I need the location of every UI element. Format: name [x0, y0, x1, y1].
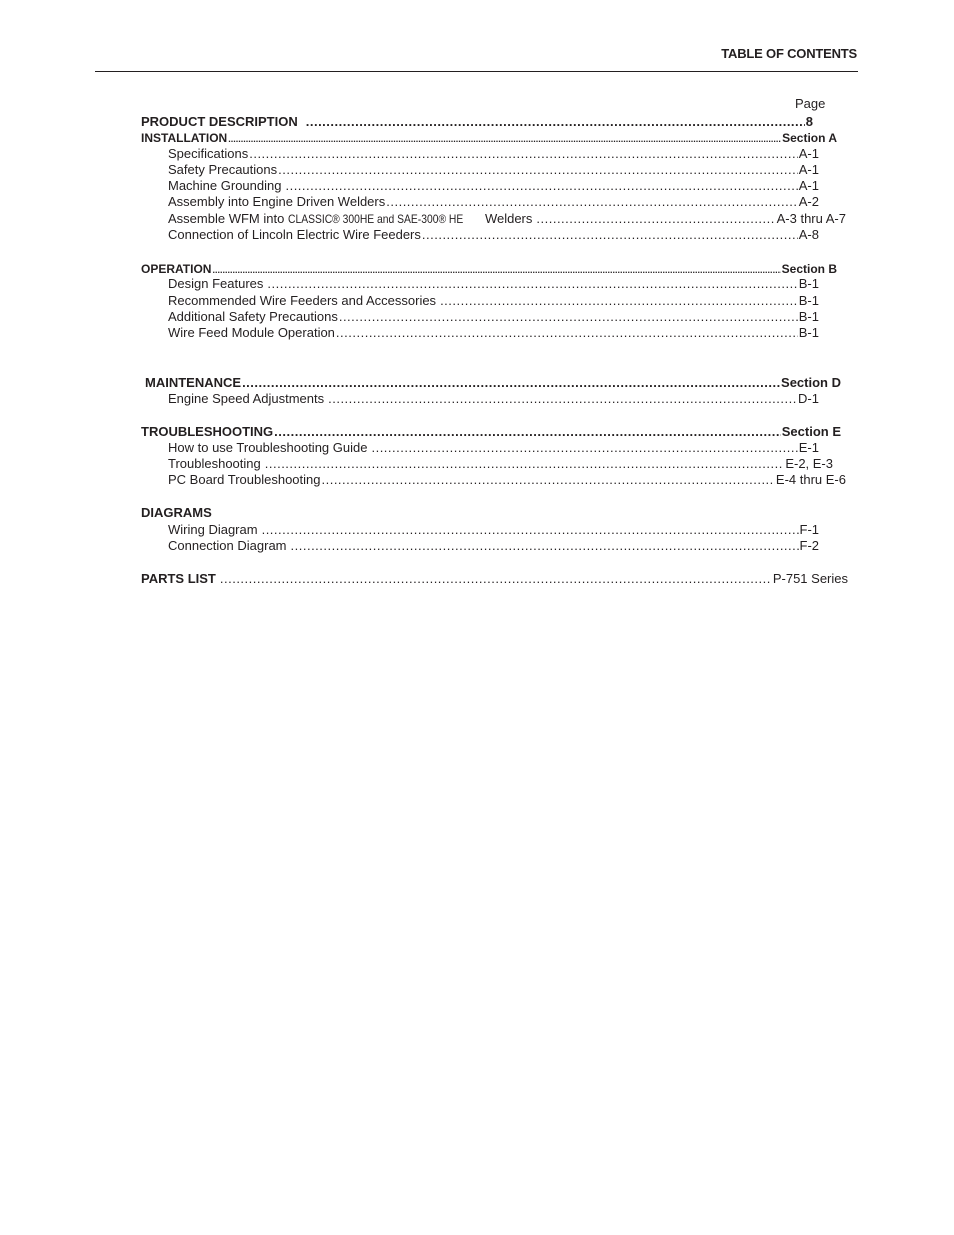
- toc-page: Section D: [781, 375, 841, 390]
- toc-entry-connection-diagram[interactable]: [168, 538, 819, 554]
- toc-label: TROUBLESHOOTING: [141, 424, 274, 439]
- toc-label: Wire Feed Module Operation: [168, 325, 335, 340]
- toc-label: MAINTENANCE: [145, 375, 242, 390]
- toc-label-part: Assemble WFM into: [168, 211, 288, 226]
- dot-leader: [291, 538, 799, 554]
- toc-label: Troubleshooting: [168, 456, 261, 471]
- toc-label: Additional Safety Precautions: [168, 309, 338, 324]
- toc-label: Connection of Lincoln Electric Wire Feeders: [168, 227, 421, 242]
- dot-leader: [249, 146, 798, 162]
- toc-entry-assemble-wfm[interactable]: [168, 211, 846, 227]
- toc-section-troubleshooting[interactable]: [141, 424, 841, 440]
- toc-entry-recommended-wire-feeders[interactable]: [168, 293, 819, 309]
- dot-leader: [220, 571, 772, 587]
- toc-label: Wiring Diagram: [168, 522, 258, 537]
- toc-section-maintenance[interactable]: [145, 375, 841, 391]
- dot-leader: [371, 440, 797, 456]
- toc-label-part: Welders: [477, 211, 533, 226]
- toc-label: Engine Speed Adjustments: [168, 391, 325, 406]
- dot-leader: [536, 211, 775, 227]
- toc-section-product-description[interactable]: [141, 114, 813, 130]
- toc-page: A-3 thru A-7: [776, 211, 846, 226]
- dot-leader: [440, 293, 798, 309]
- toc-page: D-1: [798, 391, 819, 406]
- toc-page: Section E: [781, 424, 841, 439]
- toc-page: B-1: [798, 309, 819, 324]
- dot-leader: [278, 162, 798, 178]
- toc-entry-connection-wire-feeders[interactable]: [168, 227, 819, 243]
- toc-page: Section B: [781, 262, 837, 276]
- toc-entry-engine-speed-adjustments[interactable]: [168, 391, 819, 407]
- toc-page: Section A: [782, 131, 837, 145]
- dot-leader: [328, 391, 797, 407]
- dot-leader: [274, 424, 781, 440]
- toc-page: E-1: [798, 440, 819, 455]
- dot-leader: [336, 325, 798, 341]
- toc-entry-machine-grounding[interactable]: [168, 178, 819, 194]
- dot-leader: [265, 456, 785, 472]
- toc-entry-pc-board-troubleshooting[interactable]: [168, 472, 846, 488]
- dot-leader: [267, 276, 797, 292]
- toc-page: A-1: [798, 146, 819, 161]
- toc-entry-safety-precautions[interactable]: [168, 162, 819, 178]
- toc-label: Safety Precautions: [168, 162, 278, 177]
- toc-label: INSTALLATION: [141, 131, 228, 145]
- header-rule: [95, 71, 858, 72]
- toc-entry-wiring-diagram[interactable]: [168, 522, 819, 538]
- toc-page: B-1: [798, 276, 819, 291]
- toc-page: A-1: [798, 178, 819, 193]
- dot-leader: [285, 178, 797, 194]
- toc-label: PC Board Troubleshooting: [168, 472, 321, 487]
- toc-entry-wire-feed-module-operation[interactable]: [168, 325, 819, 341]
- toc-label: OPERATION: [141, 262, 212, 276]
- page-column-label: Page: [795, 96, 826, 111]
- toc-label: Specifications: [168, 146, 249, 161]
- toc-entry-assembly-engine-driven[interactable]: [168, 194, 819, 210]
- dot-leader: [306, 114, 805, 130]
- toc-page: F-1: [799, 522, 819, 537]
- toc-entry-troubleshooting[interactable]: [168, 456, 833, 472]
- toc-page: A-2: [798, 194, 819, 209]
- dot-leader: [386, 194, 798, 210]
- toc-label: [168, 211, 532, 227]
- toc-page: F-2: [799, 538, 819, 553]
- toc-label: PRODUCT DESCRIPTION: [141, 114, 298, 129]
- toc-page: A-1: [798, 162, 819, 177]
- dot-leader: [228, 131, 781, 147]
- toc-page: B-1: [798, 293, 819, 308]
- toc-entry-design-features[interactable]: [168, 276, 819, 292]
- toc-label-models: CLASSIC® 300HE and SAE-300® HE: [287, 212, 464, 226]
- toc-page: 8: [805, 114, 813, 129]
- toc-section-diagrams[interactable]: [141, 505, 212, 521]
- toc-page: P-751 Series: [772, 571, 848, 586]
- toc-section-parts-list[interactable]: [141, 571, 848, 587]
- toc-page: E-2, E-3: [785, 456, 833, 471]
- toc-label: PARTS LIST: [141, 571, 216, 586]
- toc-label: Machine Grounding: [168, 178, 282, 193]
- toc-label: Assembly into Engine Driven Welders: [168, 194, 386, 209]
- toc-page: B-1: [798, 325, 819, 340]
- dot-leader: [422, 227, 798, 243]
- dot-leader: [262, 522, 799, 538]
- toc-page: A-8: [798, 227, 819, 242]
- toc-label: How to use Troubleshooting Guide: [168, 440, 368, 455]
- toc-label: Connection Diagram: [168, 538, 287, 553]
- dot-leader: [242, 375, 780, 391]
- dot-leader: [321, 472, 774, 488]
- page-header-title: TABLE OF CONTENTS: [721, 46, 857, 61]
- toc-section-installation[interactable]: [141, 130, 837, 147]
- toc-entry-specifications[interactable]: [168, 146, 819, 162]
- toc-entry-additional-safety[interactable]: [168, 309, 819, 325]
- dot-leader: [339, 309, 798, 325]
- toc-label: Recommended Wire Feeders and Accessories: [168, 293, 437, 308]
- toc-label: Design Features: [168, 276, 264, 291]
- toc-entry-how-to-use-guide[interactable]: [168, 440, 819, 456]
- toc-label: DIAGRAMS: [141, 505, 212, 520]
- toc-page: E-4 thru E-6: [775, 472, 846, 487]
